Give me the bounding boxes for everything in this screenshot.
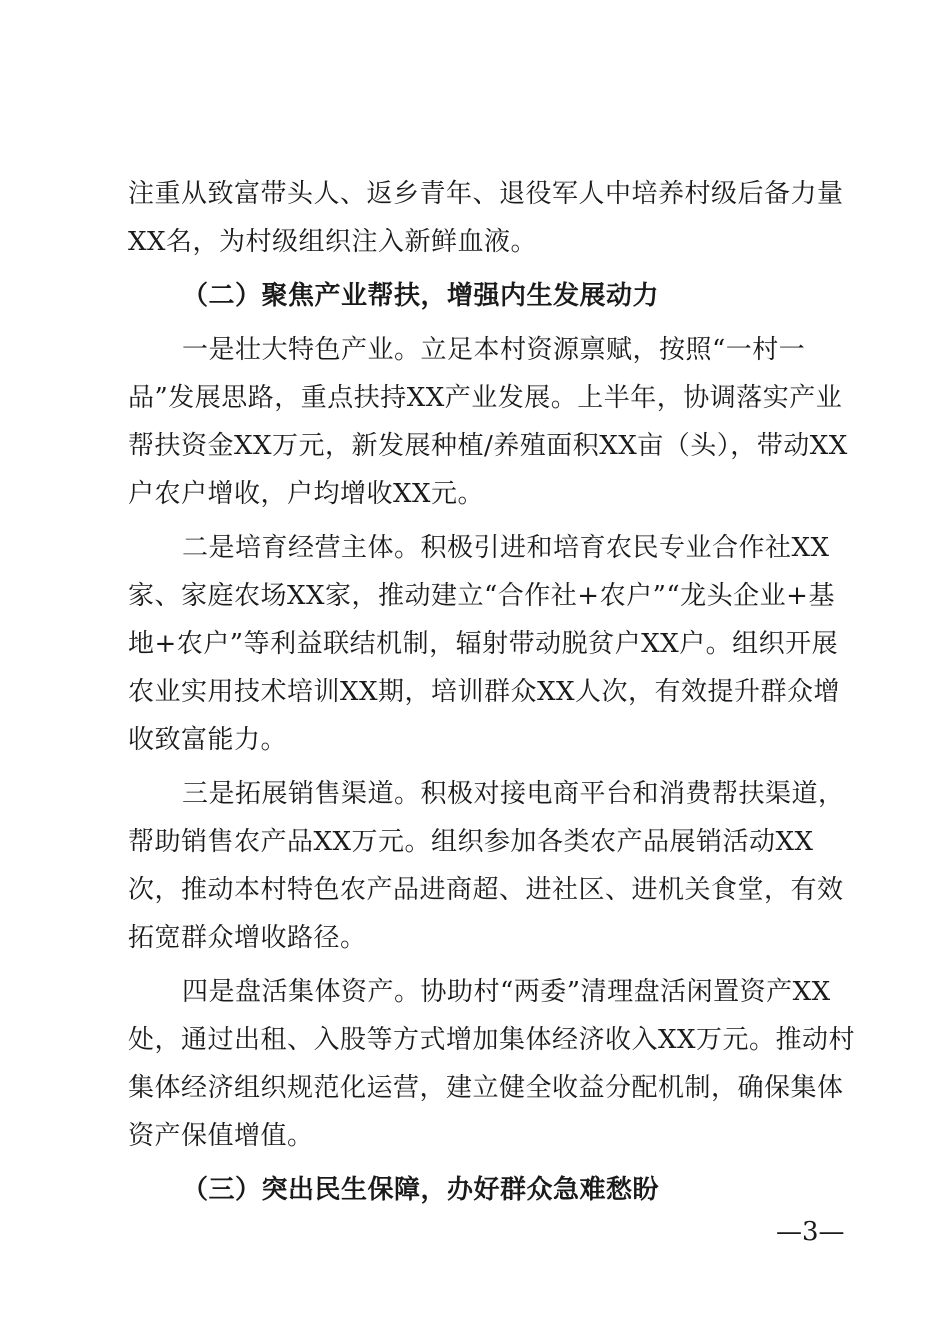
paragraph-line: 户农户增收，户均增收XX元。 [128, 479, 485, 509]
section-heading-2: （二）聚焦产业帮扶，增强内生发展动力 [182, 281, 660, 311]
paragraph-line: 家、家庭农场XX家，推动建立“合作社+农户”“龙头企业+基 [128, 581, 835, 611]
paragraph-line: 四是盘活集体资产。协助村“两委”清理盘活闲置资产XX [182, 977, 831, 1007]
section-heading-3: （三）突出民生保障，办好群众急难愁盼 [182, 1175, 660, 1205]
paragraph-line: 次，推动本村特色农产品进商超、进社区、进机关食堂，有效 [128, 875, 844, 905]
paragraph-line: 一是壮大特色产业。立足本村资源禀赋，按照“一村一 [182, 335, 806, 365]
paragraph-line: 农业实用技术培训XX期，培训群众XX人次，有效提升群众增 [128, 677, 841, 707]
paragraph-line: 拓宽群众增收路径。 [128, 923, 367, 953]
paragraph-line: 处，通过出租、入股等方式增加集体经济收入XX万元。推动村 [128, 1025, 856, 1055]
paragraph-line: 二是培育经营主体。积极引进和培育农民专业合作社XX [182, 533, 830, 563]
paragraph-line: 收致富能力。 [128, 725, 288, 755]
paragraph-line: 品”发展思路，重点扶持XX产业发展。上半年，协调落实产业 [128, 383, 843, 413]
page-number: —3— [776, 1217, 845, 1247]
paragraph-line: 集体经济组织规范化运营，建立健全收益分配机制，确保集体 [128, 1073, 844, 1103]
document-body [128, 170, 856, 1214]
paragraph-line: 帮扶资金XX万元，新发展种植/养殖面积XX亩（头），带动XX [128, 431, 848, 461]
paragraph-line: 注重从致富带头人、返乡青年、退役军人中培养村级后备力量 [128, 179, 844, 209]
paragraph-line: 三是拓展销售渠道。积极对接电商平台和消费帮扶渠道， [182, 779, 845, 809]
paragraph-line: 地+农户”等利益联结机制，辐射带动脱贫户XX户。组织开展 [128, 629, 839, 659]
paragraph-line: 帮助销售农产品XX万元。组织参加各类农产品展销活动XX [128, 827, 814, 857]
paragraph-line: 资产保值增值。 [128, 1121, 314, 1151]
paragraph-line: XX名，为村级组织注入新鲜血液。 [128, 227, 538, 257]
